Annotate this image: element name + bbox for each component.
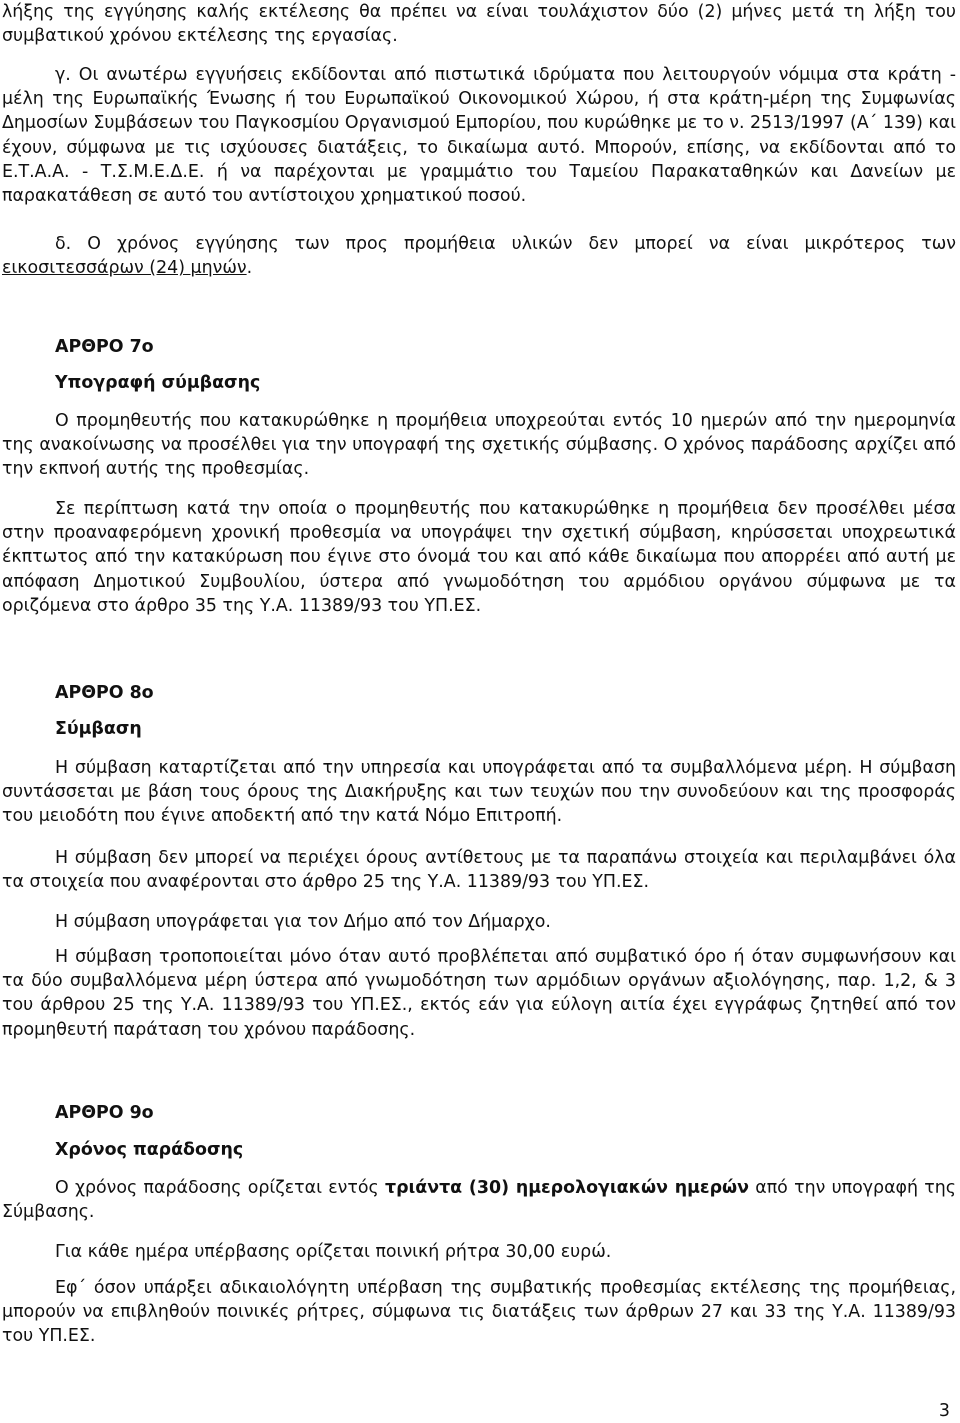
article-8-paragraph-3: Η σύμβαση υπογράφεται για τον Δήμο από τον Δήμαρχο. xyxy=(55,912,551,932)
paragraph-delta-underlined: εικοσιτεσσάρων (24) μηνών xyxy=(2,258,247,279)
article-9-paragraph-1-start: Ο χρόνος παράδοσης ορίζεται εντός xyxy=(55,1178,385,1198)
page-number: 3 xyxy=(938,1401,950,1421)
paragraph-delta-text: δ. Ο χρόνος εγγύησης των προς προμήθεια υλικών δεν μπορεί να είναι μικρότερος των xyxy=(55,234,956,254)
article-9-subheading: Χρόνος παράδοσης xyxy=(55,1140,244,1160)
article-9-paragraph-3: Εφ΄ όσον υπάρξει αδικαιολόγητη υπέρβαση της συμβατικής προθεσμίας εκτέλεσης της προμήθειας, μπορούν να επιβληθούν ποινικές ρήτρες, σύμφωνα τις διατάξεις των άρθρων 27 και 33 της Υ.Α. 11389/93 του ΥΠ.ΕΣ. xyxy=(2,1278,956,1347)
article-7-paragraph-1: Ο προμηθευτής που κατακυρώθηκε η προμήθεια υποχρεούται εντός 10 ημερών από την ημερομηνία της ανακοίνωσης να προσέλθει για την υπογραφή της σχετικής σύμβασης. Ο χρόνος παράδοσης αρχίζει από την εκπνοή αυτής της προθεσμίας. xyxy=(2,411,956,480)
article-7-paragraph-2: Σε περίπτωση κατά την οποία ο προμηθευτής που κατακυρώθηκε η προμήθεια δεν προσέλθει μέσα στην προαναφερόμενη χρονική προθεσμία να υπογράψει την σχετική σύμβαση, κηρύσσεται υποχρεωτικά έκπτωτος από την κατακύρωση που έγινε στο όνομά του και από κάθε δικαίωμα που απορρέει από αυτή με απόφαση Δημοτικού Συμβουλίου, ύστερα από γνωμοδότηση του αρμόδιου οργάνου σύμφωνα με τα οριζόμενα στο άρθρο 35 της Υ.Α. 11389/93 του ΥΠ.ΕΣ. xyxy=(2,499,956,616)
guarantee-continuation-paragraph: λήξης της εγγύησης καλής εκτέλεσης θα πρέπει να είναι τουλάχιστον δύο (2) μήνες μετά τη λήξη του συμβατικού χρόνου εκτέλεσης της εργασίας. xyxy=(2,2,956,47)
article-9-paragraph-1-end: από την υπογραφή της Σύμβασης. xyxy=(2,1178,956,1223)
article-8-paragraph-4: Η σύμβαση τροποποιείται μόνο όταν αυτό προβλέπεται από συμβατικό όρο ή όταν συμφωνήσουν και τα δύο συμβαλλόμενα μέρη ύστερα από γνωμοδότηση των αρμόδιων οργάνων αξιολόγησης, παρ. 1,2, & 3 του άρθρου 25 της Υ.Α. 11389/93 του ΥΠ.ΕΣ., εκτός εάν για εύλογη αιτία έχει εγγράφως ζητηθεί από τον προμηθευτή παράταση του χρόνου παράδοσης. xyxy=(2,947,956,1040)
article-7-heading: ΑΡΘΡΟ 7ο xyxy=(55,337,154,357)
paragraph-gamma: γ. Οι ανωτέρω εγγυήσεις εκδίδονται από πιστωτικά ιδρύματα που λειτουργούν νόμιμα στα κράτη - μέλη της Ευρωπαϊκής Ένωσης ή του Ευρωπαϊκού Οικονομικού Χώρου, ή στα κράτη-μέρη της Συμφωνίας Δημοσίων Συμβάσεων του Παγκοσμίου Οργανισμού Εμπορίου, που κυρώθηκε με το ν. 2513/1997 (Α΄ 139) και έχουν, σύμφωνα με τις ισχύουσες διατάξεις, το δικαίωμα αυτό. Μπορούν, επίσης, να εκδίδονται από το Ε.Τ.Α.Α. - Τ.Σ.Μ.Ε.Δ.Ε. ή να παρέχονται με γραμμάτιο του Ταμείου Παρακαταθηκών και Δανείων με παρακατάθεση σε αυτό του αντίστοιχου χρηματικού ποσού. xyxy=(2,65,956,207)
article-8-paragraph-1: Η σύμβαση καταρτίζεται από την υπηρεσία και υπογράφεται από τα συμβαλλόμενα μέρη. Η σύμβαση συντάσσεται με βάση τους όρους της Διακήρυξης και των τευχών που την συνοδεύουν και της προσφοράς του μειοδότη που έγινε αποδεκτή από την κατά Νόμο Επιτροπή. xyxy=(2,758,956,827)
delivery-period-bold: τριάντα (30) ημερολογιακών ημερών xyxy=(384,1178,749,1198)
article-9-paragraph-2: Για κάθε ημέρα υπέρβασης ορίζεται ποινική ρήτρα 30,00 ευρώ. xyxy=(55,1242,612,1262)
paragraph-delta xyxy=(2,232,956,280)
article-8-subheading: Σύμβαση xyxy=(55,719,142,739)
article-7-subheading: Υπογραφή σύμβασης xyxy=(55,373,261,393)
article-8-paragraph-2: Η σύμβαση δεν μπορεί να περιέχει όρους αντίθετους με τα παραπάνω στοιχεία και περιλαμβάνει όλα τα στοιχεία που αναφέρονται στο άρθρο 25 της Υ.Α. 11389/93 του ΥΠ.ΕΣ. xyxy=(2,848,956,893)
article-9-paragraph-1 xyxy=(2,1176,956,1224)
paragraph-delta-end: . xyxy=(246,258,253,279)
article-8-heading: ΑΡΘΡΟ 8ο xyxy=(55,683,154,703)
article-9-heading: ΑΡΘΡΟ 9ο xyxy=(55,1103,154,1123)
